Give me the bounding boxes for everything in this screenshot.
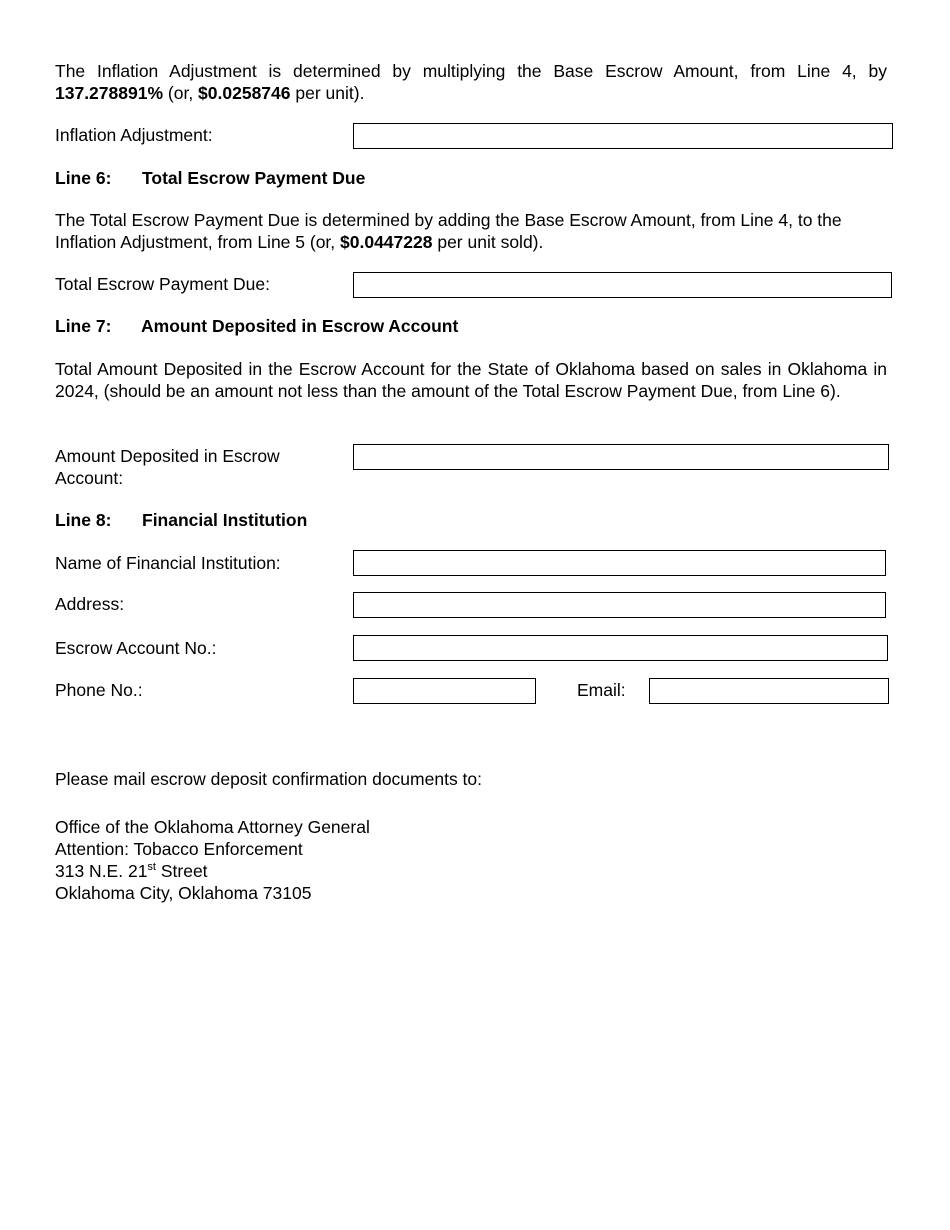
- escrow-account-label: Escrow Account No.:: [55, 638, 217, 658]
- inflation-per-unit: $0.0258746: [198, 83, 291, 103]
- email-field[interactable]: [649, 678, 889, 704]
- address-office: Office of the Oklahoma Attorney General: [55, 817, 370, 837]
- email-label: Email:: [577, 680, 626, 700]
- amount-deposited-description: Total Amount Deposited in the Escrow Account for the State of Oklahoma based on sales in Oklahoma in 2024, (should be an amount not less than the amount of the Total Escrow Payment Due, from Line 6).: [55, 359, 887, 401]
- address-label: Address:: [55, 594, 125, 614]
- line-6-heading: Line 6: Total Escrow Payment Due: [55, 168, 366, 188]
- inflation-adjustment-label: Inflation Adjustment:: [55, 125, 213, 145]
- total-escrow-description: The Total Escrow Payment Due is determined by adding the Base Escrow Amount, from Line 4, to the Inflation Adjustment, from Line 5 (or, $0.0447228 per unit sold).: [55, 210, 842, 252]
- mailing-address: [55, 816, 370, 904]
- institution-name-field[interactable]: [353, 550, 886, 576]
- address-city: Oklahoma City, Oklahoma 73105: [55, 883, 312, 903]
- mailing-instruction: Please mail escrow deposit confirmation documents to:: [55, 769, 483, 789]
- address-attention: Attention: Tobacco Enforcement: [55, 839, 303, 859]
- phone-field[interactable]: [353, 678, 536, 704]
- address-street: 313 N.E. 21st Street: [55, 861, 208, 881]
- total-escrow-label: Total Escrow Payment Due:: [55, 274, 270, 294]
- inflation-percent: 137.278891%: [55, 83, 164, 103]
- total-per-unit: $0.0447228: [340, 232, 433, 252]
- phone-label: Phone No.:: [55, 680, 143, 700]
- line-7-heading: Line 7: Amount Deposited in Escrow Account: [55, 316, 459, 336]
- inflation-adjustment-field[interactable]: [353, 123, 893, 149]
- address-field[interactable]: [353, 592, 886, 618]
- escrow-account-field[interactable]: [353, 635, 888, 661]
- total-escrow-field[interactable]: [353, 272, 892, 298]
- line-8-heading: Line 8: Financial Institution: [55, 510, 308, 530]
- institution-name-label: Name of Financial Institution:: [55, 553, 281, 573]
- inflation-adjustment-description: The Inflation Adjustment is determined by multiplying the Base Escrow Amount, from Line 4, by 137.278891% (or, $0.0258746 per unit).: [55, 61, 887, 103]
- amount-deposited-label: Amount Deposited in Escrow Account:: [55, 446, 280, 488]
- amount-deposited-field[interactable]: [353, 444, 889, 470]
